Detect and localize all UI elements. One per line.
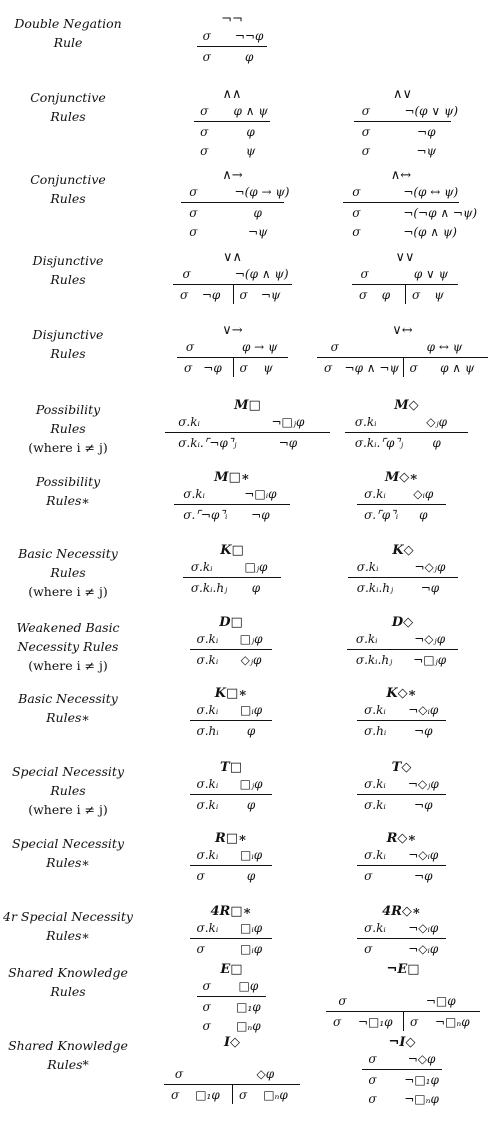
rule-group-label-line: Rules (50, 109, 86, 124)
rule-left-name: M□∗ (214, 470, 250, 485)
rule-left-name: R□∗ (214, 831, 248, 846)
rule-right-result-formula: ¬□ⱼφ (413, 653, 447, 667)
rule-right-premise-formula: ¬□φ (425, 994, 456, 1008)
rule-right-name: 4R◇∗ (382, 904, 421, 919)
rule-left-result-formula: φ (246, 798, 256, 812)
rule-group-label-line: Weakened Basic (16, 620, 120, 635)
rule-group-label-line: Rules (50, 984, 86, 999)
rule-group-label (0, 618, 136, 675)
rule-group-label-line: Rule (53, 35, 83, 50)
rule-left-premise-formula: □ᵢφ (239, 921, 263, 935)
rule-left-inference-line (190, 865, 272, 866)
rule-right-branch-formula: ψ (434, 288, 444, 302)
rule-group-label (0, 14, 136, 52)
rule-right-premise-label: σ (330, 340, 339, 354)
rule-right-result-formula: ¬φ (417, 125, 436, 139)
rule-left-result-label: σ (189, 225, 198, 239)
rule-group-label-line: Basic Necessity (18, 546, 118, 561)
rule-group-label (0, 88, 136, 126)
rule-left-branch-formula: □₁φ (195, 1088, 220, 1102)
rule-left-branch-formula: ¬φ (203, 361, 222, 375)
rule-left-result-formula: φ (244, 50, 254, 64)
rule-left-name: T□ (220, 760, 242, 775)
rule-right-name: M◇∗ (384, 470, 419, 485)
rule-left-branch-divider (233, 357, 234, 377)
rule-left-premise-label: σ (185, 340, 195, 354)
rule-group-label-line: Disjunctive (32, 253, 104, 268)
rule-left-name: ∨→ (222, 323, 243, 338)
rule-right-premise-formula: ¬(φ ∨ ψ) (404, 104, 459, 118)
rule-left-premise-formula: ¬□ⱼφ (271, 415, 305, 429)
rule-left-result-formula: ¬φ (278, 436, 298, 450)
rule-group-label-line: Necessity Rules (17, 639, 119, 654)
rule-left-premise-label: σ (200, 104, 209, 118)
rule-left-result-label: σ (189, 206, 198, 220)
rule-group-label-line: Disjunctive (32, 327, 104, 342)
rule-left-premise-label: σ (189, 185, 198, 199)
rule-left-premise-label: σ.kᵢ (190, 560, 213, 574)
rule-right-branch-label: σ (409, 361, 418, 375)
rule-left-result-formula: φ (253, 206, 262, 220)
rule-group-label (0, 472, 136, 510)
rule-group-label (0, 400, 136, 457)
rule-left-premise-label: σ.kᵢ (196, 703, 219, 717)
rule-group-label-line: Conjunctive (30, 90, 106, 105)
rule-right-premise-label: σ.kᵢ (364, 703, 386, 717)
rule-group-label (0, 251, 136, 289)
rule-group-label-line: Shared Knowledge (8, 1038, 128, 1053)
rule-left-inference-line (190, 938, 272, 939)
rule-right-premise-label: σ.kᵢ (356, 560, 379, 574)
rule-right-premise-formula: ¬◇φ (407, 1052, 436, 1066)
rule-right-name: ¬I◇ (388, 1035, 416, 1050)
rule-left-result-formula: ¬φ (251, 508, 270, 522)
rule-left-branch-formula: ψ (263, 361, 273, 375)
rule-left-result-formula: φ (246, 869, 256, 883)
rule-left-premise-label: σ.kᵢ (178, 415, 200, 429)
rule-right-result-label: σ.hᵢ (364, 724, 387, 738)
rule-right-result-label: σ.kᵢ.hⱼ (355, 653, 393, 667)
rule-left-result-formula: ¬ψ (247, 225, 268, 239)
rule-left-premise-formula: □ⱼφ (239, 632, 263, 646)
rule-right-result-formula: ¬φ (414, 869, 433, 883)
rule-right-result-formula: ¬◇ᵢφ (408, 942, 439, 956)
rule-group-label-line: Rules (50, 421, 86, 436)
rule-right-result-label: σ (361, 125, 370, 139)
rule-left-branch-formula: ¬φ (201, 288, 221, 302)
rule-right-result-label: σ.kᵢ.⌜φ⌝ⱼ (354, 436, 404, 450)
rule-right-result-formula: ¬(¬φ ∧ ¬ψ) (403, 206, 478, 220)
rule-right-branch-formula: φ ∧ ψ (440, 361, 475, 375)
rule-left-result-label: σ (202, 1019, 211, 1033)
rule-left-premise-label: σ.kᵢ (196, 777, 219, 791)
rule-right-premise-formula: ¬(φ ↔ ψ) (403, 185, 459, 199)
rule-right-result-formula: ¬□ₙφ (404, 1092, 439, 1106)
rule-right-result-label: σ (361, 144, 370, 158)
rule-group-label (0, 834, 136, 872)
rule-right-result-label: σ (364, 942, 373, 956)
rule-group-label-line: (where i ≠ j) (28, 658, 108, 673)
rule-left-result-label: σ (202, 1000, 211, 1014)
rule-right-name: ∧∨ (392, 87, 413, 102)
rule-left-result-label: σ.kᵢ (196, 653, 219, 667)
rule-left-inference-line (197, 996, 266, 997)
rule-left-name: ∧∧ (222, 87, 242, 102)
rule-group-label-line: Conjunctive (30, 172, 106, 187)
rule-group-label-line: Shared Knowledge (8, 965, 128, 980)
rule-left-premise-label: σ (202, 979, 211, 993)
rule-right-branch-formula: ¬φ ∧ ¬ψ (344, 361, 399, 375)
rule-group-label-line: Possibility (35, 402, 101, 417)
rule-left-branch-label: σ (171, 1088, 180, 1102)
rule-left-branch-label: σ (239, 288, 248, 302)
rule-right-name: T◇ (391, 760, 412, 775)
rule-left-inference-line (181, 202, 284, 203)
rule-group-label (0, 762, 136, 819)
rule-right-inference-line (357, 865, 446, 866)
rule-right-inference-line (345, 432, 468, 433)
rule-right-premise-label: σ (368, 1052, 377, 1066)
rule-left-result-label: σ (200, 144, 209, 158)
rule-left-premise-label: σ (182, 267, 191, 281)
rule-right-result-label: σ (352, 225, 361, 239)
rule-right-premise-label: σ.kᵢ (354, 415, 377, 429)
rule-left-branch-label: σ (239, 361, 248, 375)
rule-right-branch-formula: ¬□ₙφ (434, 1015, 470, 1029)
rule-right-premise-formula: ¬◇ᵢφ (408, 703, 439, 717)
rule-right-name: ∨∨ (395, 250, 415, 265)
rule-left-branch-formula: □ₙφ (263, 1088, 288, 1102)
rule-right-branch-label: σ (333, 1015, 342, 1029)
rule-left-premise-label: σ (202, 29, 211, 43)
rule-left-result-formula: ψ (245, 144, 256, 158)
rule-right-result-formula: ¬(φ ∧ ψ) (403, 225, 457, 239)
rule-right-branch-formula: φ (381, 288, 391, 302)
rule-left-inference-line (174, 504, 290, 505)
rule-group-label (0, 325, 136, 363)
rule-left-premise-formula: φ → ψ (241, 340, 278, 354)
rule-right-inference-line (348, 577, 458, 578)
rule-left-result-label: σ.hᵢ (196, 724, 219, 738)
rule-right-result-label: σ (368, 1073, 377, 1087)
rule-right-branch-divider (405, 284, 406, 304)
rule-left-premise-formula: φ ∧ ψ (233, 104, 268, 118)
rule-right-premise-label: σ.kᵢ (364, 487, 386, 501)
rule-right-premise-label: σ.kᵢ (364, 777, 386, 791)
rule-right-branch-label: σ (412, 288, 421, 302)
rule-left-result-label: σ.kᵢ.⌜¬φ⌝ⱼ (178, 436, 237, 450)
rule-left-name: 4R□∗ (210, 904, 252, 919)
rule-group-label-line: Rules (50, 272, 86, 287)
rule-group-label-line: Special Necessity (11, 836, 125, 851)
rule-right-branch-label: σ (359, 288, 368, 302)
rule-left-premise-formula: ¬□ᵢφ (244, 487, 277, 501)
rule-right-name: M◇ (394, 398, 419, 413)
rule-left-result-formula: φ (251, 581, 261, 595)
rule-left-result-formula: □ₙφ (236, 1019, 261, 1033)
rule-group-label-line: (where i ≠ j) (28, 584, 108, 599)
rule-left-branch-label: σ (239, 1088, 248, 1102)
rule-group-label-line: Possibility (35, 474, 101, 489)
rule-right-name: ∧↔ (390, 168, 412, 183)
rule-left-result-label: σ (196, 942, 205, 956)
rule-left-result-label: σ (200, 125, 209, 139)
rule-left-premise-label: σ.kᵢ (196, 921, 219, 935)
rule-right-result-formula: ¬ψ (416, 144, 436, 158)
rule-left-branch-formula: ¬ψ (260, 288, 281, 302)
rule-group-label-line: (where i ≠ j) (28, 802, 108, 817)
rule-right-premise-formula: ¬◇ⱼφ (414, 560, 446, 574)
rule-left-branch-divider (233, 284, 234, 304)
rule-left-name: E□ (220, 962, 243, 977)
rule-left-inference-line (190, 649, 272, 650)
rule-left-result-formula: φ (246, 125, 255, 139)
rule-right-result-label: σ (368, 1092, 377, 1106)
rule-left-name: M□ (234, 398, 261, 413)
rule-right-premise-formula: ¬◇ⱼφ (414, 632, 446, 646)
rule-right-name: ∨↔ (392, 323, 413, 338)
rule-right-inference-line (357, 504, 446, 505)
rule-right-branch-divider (403, 357, 404, 377)
rule-right-branch-formula: ¬□₁φ (357, 1015, 393, 1029)
rule-left-result-label: σ.kᵢ (196, 798, 219, 812)
rule-right-result-label: σ.⌜φ⌝ᵢ (364, 508, 399, 522)
rule-right-premise-label: σ (361, 104, 370, 118)
rule-right-premise-label: σ.kᵢ (364, 921, 386, 935)
rule-right-name: K◇∗ (386, 686, 417, 701)
rule-left-inference-line (190, 794, 272, 795)
rule-left-premise-label: σ.kᵢ (196, 632, 219, 646)
rule-right-branch-label: σ (324, 361, 333, 375)
rule-group-label (0, 544, 136, 601)
rule-left-inference-line (190, 720, 272, 721)
rule-right-name: D◇ (391, 615, 414, 630)
rule-right-result-label: σ.kᵢ (364, 798, 386, 812)
rule-group-label-line: Rules∗ (46, 855, 90, 870)
rule-right-result-label: σ.kᵢ.hⱼ (356, 581, 394, 595)
rule-right-name: K◇ (392, 543, 414, 558)
rule-left-result-label: σ.kᵢ.hⱼ (190, 581, 228, 595)
rule-right-inference-line (362, 1069, 442, 1070)
rule-right-result-formula: ¬φ (420, 581, 440, 595)
rule-left-name: K□∗ (214, 686, 248, 701)
rule-left-branch-divider (232, 1084, 233, 1104)
rule-group-label-line: Rules∗ (46, 710, 90, 725)
rule-group-label-line: Rules (50, 191, 86, 206)
rule-left-premise-formula: □ⱼφ (239, 777, 263, 791)
rule-right-inference-line (357, 794, 446, 795)
rule-group-label (0, 689, 136, 727)
rule-group-label-line: Special Necessity (11, 764, 125, 779)
rule-group-label-line: Rules (50, 346, 86, 361)
rule-right-name: R◇∗ (386, 831, 417, 846)
rule-right-premise-label: σ.kᵢ (364, 848, 386, 862)
rule-left-inference-line (183, 577, 281, 578)
rule-right-premise-formula: φ ↔ ψ (426, 340, 463, 354)
rule-group-label-line: Rules∗ (46, 928, 90, 943)
rule-group-label-line: Rules (50, 565, 86, 580)
rule-right-result-formula: ¬φ (414, 724, 433, 738)
rule-left-name: ¬¬ (221, 12, 243, 27)
rule-right-branch-divider (403, 1011, 404, 1031)
rule-right-inference-line (347, 649, 458, 650)
rule-left-name: ∧→ (222, 168, 243, 183)
rule-group-label (0, 907, 136, 945)
rule-left-inference-line (194, 121, 270, 122)
rule-left-premise-label: σ (174, 1067, 184, 1081)
rule-left-result-formula: φ (246, 724, 256, 738)
rule-right-branch-label: σ (410, 1015, 419, 1029)
rule-right-inference-line (357, 938, 446, 939)
rule-group-label-line: Rules (50, 783, 86, 798)
rule-right-premise-formula: ¬◇ᵢφ (408, 848, 439, 862)
rule-left-result-label: σ (196, 869, 205, 883)
rule-left-result-formula: □ᵢφ (239, 942, 263, 956)
rule-group-label (0, 963, 136, 1001)
rule-group-label-line: 4r Special Necessity (3, 909, 133, 924)
rule-right-inference-line (343, 202, 459, 203)
rule-left-premise-label: σ.kᵢ (183, 487, 205, 501)
rule-right-premise-label: σ (352, 185, 361, 199)
rule-right-premise-label: σ.kᵢ (355, 632, 378, 646)
rule-right-result-formula: ¬φ (414, 798, 433, 812)
rule-left-name: D□ (219, 615, 243, 630)
rule-left-branch-label: σ (184, 361, 193, 375)
rule-left-premise-formula: ¬¬φ (234, 29, 264, 43)
rule-right-premise-formula: ◇ᵢφ (413, 487, 434, 501)
rule-left-premise-formula: ◇φ (256, 1067, 275, 1081)
rule-right-premise-formula: φ ∨ ψ (413, 267, 449, 281)
rule-left-branch-label: σ (180, 288, 189, 302)
rule-left-premise-formula: □ⱼφ (244, 560, 268, 574)
rule-left-premise-label: σ.kᵢ (196, 848, 219, 862)
rule-left-premise-formula: ¬(φ → ψ) (234, 185, 290, 199)
rule-group-label (0, 1036, 136, 1074)
rule-right-name: ¬E□ (386, 962, 420, 977)
rule-right-result-label: σ (352, 206, 361, 220)
rule-right-premise-label: σ (338, 994, 347, 1008)
rule-left-premise-formula: □ᵢφ (239, 703, 263, 717)
rule-right-result-label: σ (364, 869, 373, 883)
rule-left-result-label: σ (202, 50, 211, 64)
rule-group-label-line: Rules* (47, 1057, 89, 1072)
rule-right-inference-line (354, 121, 451, 122)
rule-left-premise-formula: □φ (238, 979, 259, 993)
rule-group-label-line: Double Negation (14, 16, 122, 31)
rule-left-inference-line (165, 432, 330, 433)
rule-right-premise-formula: ◇ⱼφ (426, 415, 448, 429)
rule-right-result-formula: φ (432, 436, 441, 450)
rule-right-premise-formula: ¬◇ᵢφ (408, 921, 439, 935)
rule-right-premise-label: σ (360, 267, 369, 281)
rule-left-result-label: σ.⌜¬φ⌝ᵢ (183, 508, 228, 522)
rule-group-label-line: (where i ≠ j) (28, 440, 108, 455)
rule-left-name: K□ (220, 543, 244, 558)
rule-left-premise-formula: ¬(φ ∧ ψ) (234, 267, 289, 281)
rule-left-inference-line (197, 46, 267, 47)
rule-group-label-line: Basic Necessity (18, 691, 118, 706)
rule-group-label (0, 170, 136, 208)
rule-group-label-line: Rules∗ (46, 493, 90, 508)
rule-right-result-formula: ¬□₁φ (404, 1073, 439, 1087)
rule-left-premise-formula: □ᵢφ (239, 848, 263, 862)
rule-left-name: I◇ (223, 1035, 241, 1050)
rule-left-result-formula: □₁φ (236, 1000, 261, 1014)
rule-left-name: ∨∧ (222, 250, 243, 265)
rule-right-result-formula: φ (419, 508, 428, 522)
rule-right-inference-line (357, 720, 446, 721)
rule-left-result-formula: ◇ⱼφ (240, 653, 262, 667)
rule-right-premise-formula: ¬◇ⱼφ (407, 777, 439, 791)
